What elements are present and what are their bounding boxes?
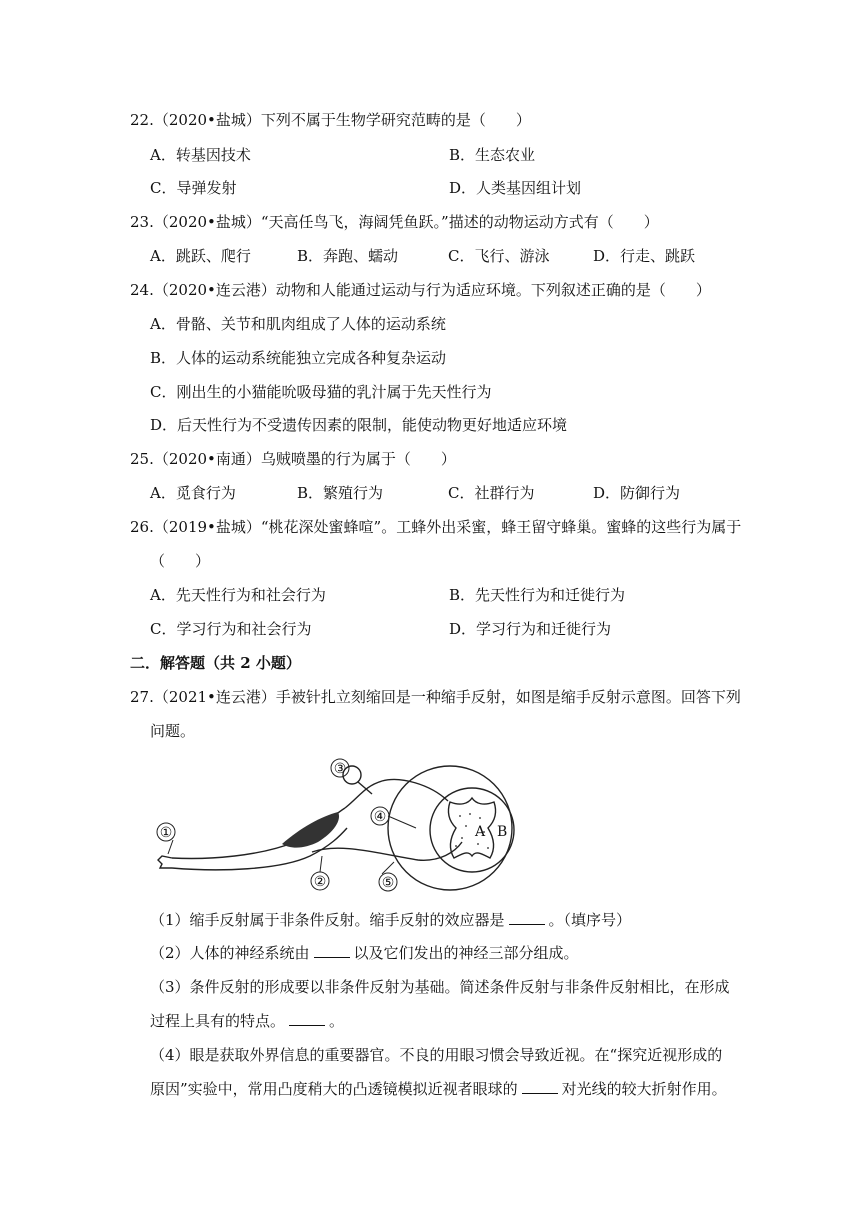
answer-blank-3[interactable] — [289, 1011, 325, 1026]
question-24-option-b: B．人体的运动系统能独立完成各种复杂运动 — [150, 349, 447, 367]
subquestion-1: （1）缩手反射属于非条件反射。缩手反射的效应器是 。（填序号） — [150, 911, 632, 929]
answer-blank-4[interactable] — [522, 1079, 558, 1094]
label-5 — [379, 873, 397, 891]
label-A: A — [475, 824, 486, 840]
question-24-option-a: A．骨骼、关节和肌肉组成了人体的运动系统 — [150, 315, 446, 333]
svg-text:①: ① — [159, 825, 173, 841]
question-24-option-d: D．后天性行为不受遗传因素的限制，能使动物更好地适应环境 — [150, 416, 568, 434]
label-1 — [157, 823, 175, 841]
question-25-stem: 25.（2020•南通）乌贼喷墨的行为属于（ ） — [130, 450, 456, 468]
question-26-option-d: D．学习行为和迁徙行为 — [449, 620, 612, 638]
subquestion-4-continued: 原因”实验中，常用凸度稍大的凸透镜模拟近视者眼球的 对光线的较大折射作用。 — [150, 1080, 727, 1098]
question-23-option-b: B．奔跑、蠕动 — [297, 247, 399, 265]
question-24-stem: 24.（2020•连云港）动物和人能通过运动与行为适应环境。下列叙述正确的是（ ） — [130, 281, 711, 299]
question-27-stem: 27.（2021•连云港）手被针扎立刻缩回是一种缩手反射，如图是缩手反射示意图。回答下列 — [130, 688, 741, 706]
question-26-option-c: C．学习行为和社会行为 — [150, 620, 312, 638]
answer-blank-1[interactable] — [509, 910, 545, 925]
subquestion-3: （3）条件反射的形成要以非条件反射为基础。简述条件反射与非条件反射相比，在形成 — [150, 978, 730, 996]
question-25-option-a: A．觅食行为 — [150, 484, 236, 502]
answer-blank-2[interactable] — [314, 943, 350, 958]
question-25-option-c: C．社群行为 — [448, 484, 535, 502]
question-27-stem-continued: 问题。 — [150, 722, 196, 740]
svg-text:⑤: ⑤ — [381, 875, 395, 891]
question-23-stem: 23.（2020•盐城）“天高任鸟飞，海阔凭鱼跃。”描述的动物运动方式有（ ） — [130, 213, 659, 231]
reflex-arc-diagram — [150, 756, 522, 896]
question-26-stem: 26.（2019•盐城）“桃花深处蜜蜂喧”。工蜂外出采蜜，蜂王留守蜂巢。蜜蜂的这些行为属于 — [130, 518, 742, 536]
question-26-stem-continued: （ ） — [150, 552, 211, 570]
svg-text:③: ③ — [333, 761, 347, 777]
label-4 — [371, 807, 389, 825]
hand-outline — [158, 856, 172, 868]
question-22-option-b: B．生态农业 — [449, 146, 536, 164]
muscle-effector — [282, 812, 339, 848]
label-B: B — [497, 824, 508, 840]
svg-text:②: ② — [313, 874, 327, 890]
question-23-option-c: C．飞行、游泳 — [448, 247, 550, 265]
question-22-option-d: D．人类基因组计划 — [449, 179, 582, 197]
question-25-option-b: B．繁殖行为 — [297, 484, 384, 502]
svg-text:④: ④ — [373, 809, 387, 825]
question-23-option-d: D．行走、跳跃 — [593, 247, 696, 265]
spinal-cord-outline — [388, 766, 512, 890]
question-24-option-c: C．刚出生的小猫能吮吸母猫的乳汁属于先天性行为 — [150, 383, 492, 401]
question-23-option-a: A．跳跃、爬行 — [150, 247, 251, 265]
label-2 — [311, 872, 329, 890]
question-26-option-b: B．先天性行为和迁徙行为 — [449, 586, 626, 604]
subquestion-4: （4）眼是获取外界信息的重要器官。不良的用眼习惯会导致近视。在“探究近视形成的 — [150, 1046, 723, 1064]
subquestion-2: （2）人体的神经系统由 以及它们发出的神经三部分组成。 — [150, 944, 579, 962]
question-22-option-a: A．转基因技术 — [150, 146, 251, 164]
section-heading: 二．解答题（共 2 小题） — [130, 654, 301, 672]
question-25-option-d: D．防御行为 — [593, 484, 681, 502]
question-22-option-c: C．导弹发射 — [150, 179, 237, 197]
subquestion-3-continued: 过程上具有的特点。 。 — [150, 1012, 345, 1030]
question-22-stem: 22.（2020•盐城）下列不属于生物学研究范畴的是（ ） — [130, 111, 531, 129]
question-26-option-a: A．先天性行为和社会行为 — [150, 586, 326, 604]
